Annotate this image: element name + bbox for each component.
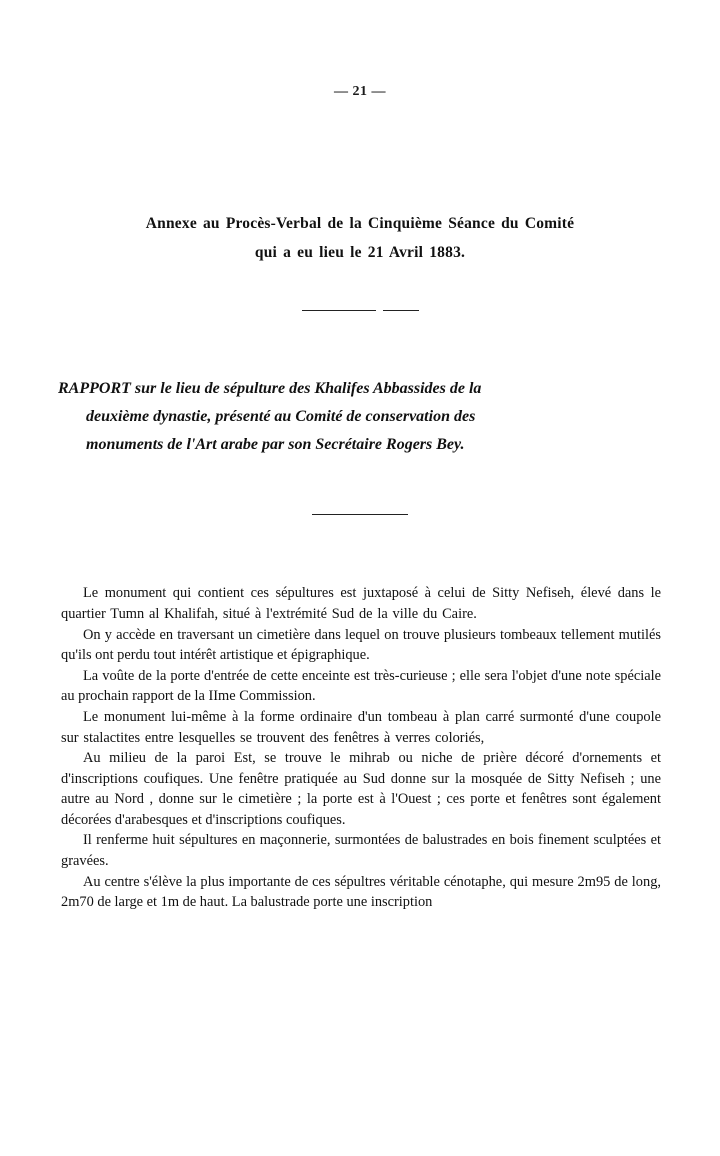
body-paragraph: Au centre s'élève la plus importante de ces sépultres véritable cénotaphe, qui mesure 2m95 de long, 2m70 de large et 1m de haut. La balustrade porte une inscription <box>61 873 661 911</box>
divider-segment-right <box>383 310 419 311</box>
report-title-line-2: deuxième dynastie, présenté au Comité de conservation des <box>86 408 476 426</box>
report-title-line-3: monuments de l'Art arabe par son Secrétaire Rogers Bey. <box>86 436 465 454</box>
body-paragraph: On y accède en traversant un cimetière dans lequel on trouve plusieurs tombeaux tellement mutilés qu'ils ont perdu tout intérêt artistique et épigraphique. <box>61 626 661 664</box>
annex-heading-line-2: qui a eu lieu le 21 Avril 1883. <box>254 243 466 261</box>
annex-heading <box>55 210 665 267</box>
body-paragraph: Le monument lui-même à la forme ordinaire d'un tombeau à plan carré surmonté d'une coupole sur stalactites entre lesquelles se trouvent des fenêtres à verres coloriés, <box>61 708 661 746</box>
body-paragraph: Au milieu de la paroi Est, se trouve le mihrab ou niche de prière décoré d'ornements et d'inscriptions coufiques. Une fenêtre pratiquée au Sud donne sur la mosquée de Sitty Nefiseh ; une autre au Nord , donne sur le cimetière ; la porte est à l'Ouest ; ces porte et fenêtres sont également décorées d'arabesques et d'inscriptions coufiques. <box>61 750 661 828</box>
divider-segment <box>312 514 408 515</box>
body-paragraph: Il renferme huit sépultures en maçonnerie, surmontées de balustrades en bois finement sculptées et gravées. <box>61 832 661 870</box>
page-number: — 21 — <box>334 84 386 99</box>
body-paragraph: Le monument qui contient ces sépultures est juxtaposé à celui de Sitty Nefiseh, élevé dans le quartier Tumn al Khalifah, situé à l'extrémité Sud de la ville du Caire. <box>61 585 661 622</box>
annex-heading-line-1: Annexe au Procès-Verbal de la Cinquième Séance du Comité <box>145 215 575 232</box>
divider-segment-left <box>302 310 376 311</box>
report-title <box>55 375 665 459</box>
divider-rule-bottom <box>55 505 665 517</box>
body-paragraph: La voûte de la porte d'entrée de cette enceinte est très-curieuse ; elle sera l'objet d'une note spéciale au prochain rapport de la IIme Commission. <box>61 667 661 705</box>
body-text <box>55 583 665 913</box>
divider-rule-top <box>55 301 665 313</box>
document-page <box>0 84 720 1156</box>
report-title-line-1: RAPPORT sur le lieu de sépulture des Khalifes Abbassides de la <box>58 380 482 398</box>
